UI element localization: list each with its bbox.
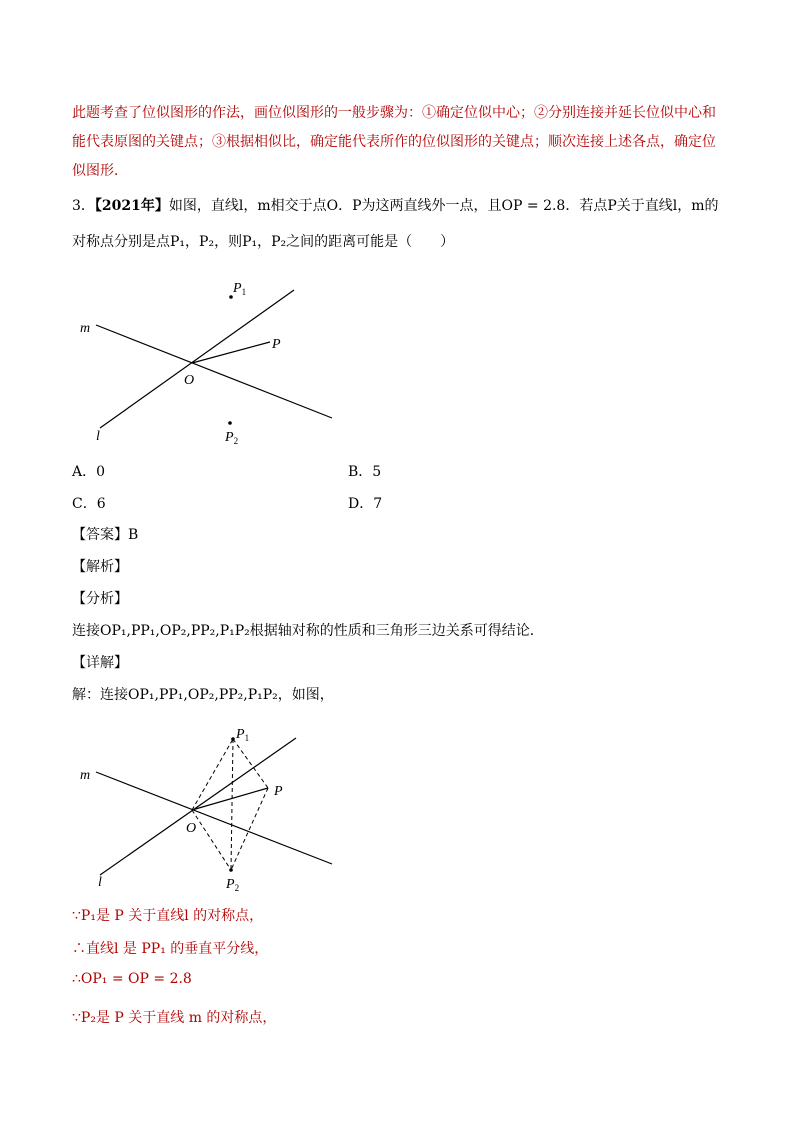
label-m: m xyxy=(80,768,91,783)
option-a: A．0 xyxy=(72,464,106,480)
line-m xyxy=(96,772,332,864)
label-p1: $P_1$ xyxy=(233,281,247,297)
figure-2-diagram xyxy=(70,722,350,902)
label-l: l xyxy=(96,429,100,444)
line-l xyxy=(100,290,294,428)
point-p2 xyxy=(229,868,233,872)
proof-line-1: ∵P₁是 P 关于直线l 的对称点， xyxy=(72,908,264,924)
question-number: 3． xyxy=(72,198,95,214)
segment-pp1 xyxy=(233,739,268,788)
segment-op xyxy=(192,342,270,363)
intro-line-1: 此题考查了位似图形的作法，画位似图形的一般步骤为：①确定位似中心；②分别连接并延长位似中心和 xyxy=(72,105,716,121)
label-p1: $P_1$ xyxy=(236,727,250,743)
question-line-2: 对称点分别是点P₁，P₂，则P₁，P₂之间的距离可能是（ ） xyxy=(72,234,455,250)
label-p: P xyxy=(274,784,283,799)
proof-line-4: ∵P₂是 P 关于直线 m 的对称点， xyxy=(72,1010,277,1026)
figure-1-diagram xyxy=(70,270,350,455)
intro-line-3: 似图形． xyxy=(72,163,128,179)
label-m: m xyxy=(80,321,91,336)
intro-line-2: 能代表原图的关键点；③根据相似比，确定能代表所作的位似图形的关键点；顺次连接上述各点，确定位 xyxy=(72,134,716,150)
detail-text: 解：连接OP₁,PP₁,OP₂,PP₂,P₁P₂，如图， xyxy=(72,687,334,703)
question-line-1 xyxy=(72,196,719,216)
answer-line: 【答案】B xyxy=(72,527,139,543)
point-p1 xyxy=(231,737,235,741)
label-l: l xyxy=(98,875,102,890)
label-p2: $P_2$ xyxy=(225,430,239,446)
line-m xyxy=(96,325,332,418)
option-b: B．5 xyxy=(348,464,382,480)
segment-op2 xyxy=(192,810,231,870)
fenxi-header: 【分析】 xyxy=(72,591,128,607)
option-d: D．7 xyxy=(348,496,383,512)
analysis-header: 【解析】 xyxy=(72,559,128,575)
year-tag: 【2021年】 xyxy=(94,198,169,214)
detail-header: 【详解】 xyxy=(72,655,128,671)
fenxi-text: 连接OP₁,PP₁,OP₂,PP₂,P₁P₂根据轴对称的性质和三角形三边关系可得结论． xyxy=(72,623,544,639)
segment-pp2 xyxy=(231,788,268,870)
line-l xyxy=(100,738,296,875)
label-p: P xyxy=(272,337,281,352)
label-o: O xyxy=(184,373,195,388)
option-c: C．6 xyxy=(72,496,106,512)
segment-p1p2 xyxy=(231,739,233,870)
proof-line-3: ∴OP₁ = OP = 2.8 xyxy=(72,971,192,987)
label-p2: $P_2$ xyxy=(226,877,240,893)
proof-line-2: ∴直线l 是 PP₁ 的垂直平分线， xyxy=(72,941,269,957)
point-p2 xyxy=(228,421,232,425)
segment-op xyxy=(192,788,268,810)
question-text-1: 如图，直线l，m相交于点O．P为这两直线外一点，且OP = 2.8．若点P关于直线l，m的 xyxy=(168,198,719,214)
label-o: O xyxy=(186,821,197,836)
